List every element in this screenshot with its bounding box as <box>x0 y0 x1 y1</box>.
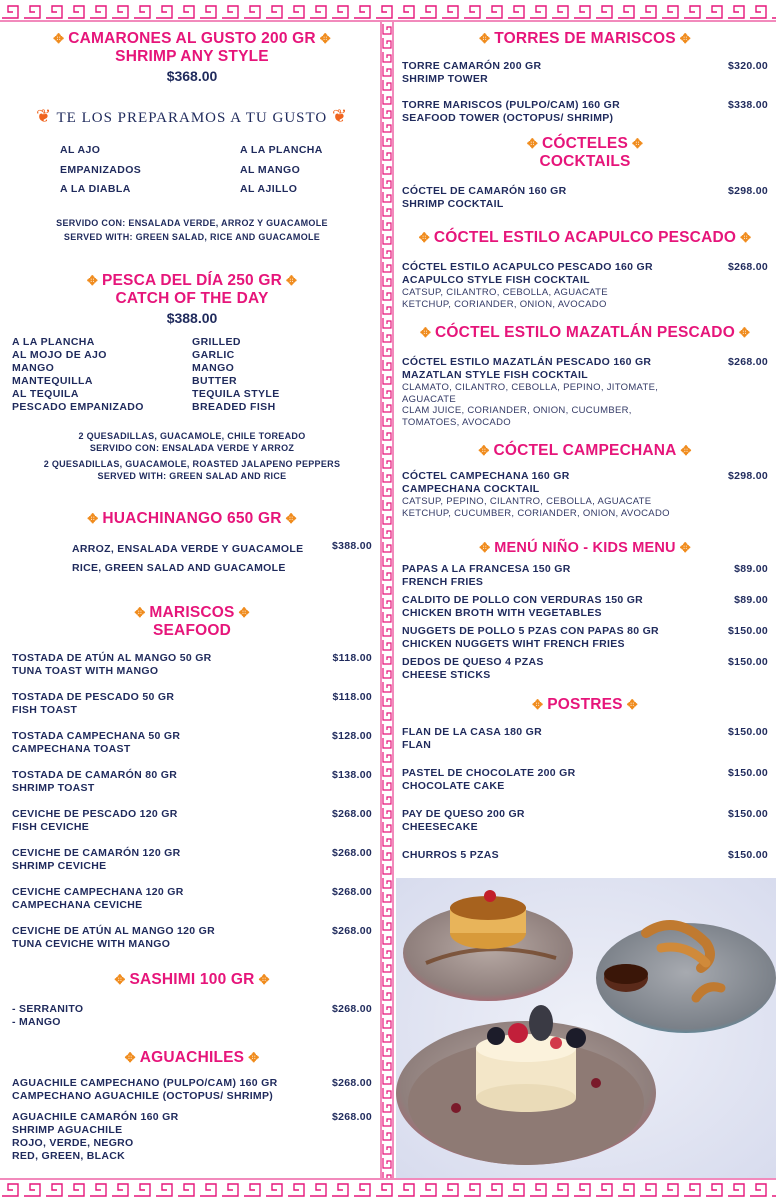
menu-item: PASTEL DE CHOCOLATE 200 GR CHOCOLATE CAKE $150.00 <box>402 767 768 792</box>
pesca-title: ✥ PESCA DEL DÍA 250 GR ✥ <box>86 271 298 289</box>
menu-item: NUGGETS DE POLLO 5 PZAS CON PAPAS 80 GR CHICKEN NUGGETS WIHT FRENCH FRIES $150.00 <box>402 625 768 650</box>
torres-list <box>402 60 768 125</box>
torres-title: ✥ TORRES DE MARISCOS ✥ <box>479 30 691 47</box>
right-column <box>394 22 776 1178</box>
sashimi-item: - SERRANITO - MANGO $268.00 <box>12 1002 372 1028</box>
gusto-option: AL AJO <box>60 144 101 156</box>
pesca-subtitle: CATCH OF THE DAY <box>115 289 269 307</box>
menu-item: CHURROS 5 PZAS $150.00 <box>402 849 768 861</box>
camarones-price: $368.00 <box>166 68 218 84</box>
gusto-option: AL AJILLO <box>240 183 298 195</box>
fleur-ornament-icon: ✥ <box>87 510 99 526</box>
fleur-ornament-icon: ✥ <box>86 272 98 288</box>
gusto-option: AL MANGO <box>240 163 301 176</box>
cocteles-title: ✥ CÓCTELES ✥ <box>526 135 644 152</box>
pesca-price: $388.00 <box>166 309 218 326</box>
fleur-ornament-icon: ✥ <box>679 540 691 555</box>
gusto-option: A LA PLANCHA <box>240 144 323 156</box>
menu-item: CALDITO DE POLLO CON VERDURAS 150 GR CHICKEN BROTH WITH VEGETABLES $89.00 <box>402 594 768 619</box>
swirl-ornament-icon: ❦ <box>35 106 53 126</box>
gusto-option: EMPANIZADOS <box>60 163 142 176</box>
fleur-ornament-icon: ✥ <box>526 136 538 151</box>
swirl-ornament-icon: ❦ <box>331 106 349 126</box>
menu-item: CÓCTEL DE CAMARÓN 160 GR SHRIMP COCKTAIL $298.00 <box>402 185 768 210</box>
fleur-ornament-icon: ✥ <box>679 31 691 46</box>
fleur-ornament-icon: ✥ <box>626 697 638 712</box>
mariscos-subtitle: SEAFOOD <box>152 621 232 639</box>
postres-list <box>402 726 768 862</box>
left-column <box>0 22 382 1178</box>
pesca-note-en: 2 QUESADILLAS, GUACAMOLE, ROASTED JALAPENO PEPPERS SERVED WITH: GREEN SALAD AND RICE <box>43 458 341 481</box>
huachinango-title: ✥ HUACHINANGO 650 GR ✥ <box>87 509 297 527</box>
menu-item: TORRE CAMARÓN 200 GR SHRIMP TOWER $320.00 <box>402 60 768 85</box>
menu-item: PAY DE QUESO 200 GR CHEESECAKE $150.00 <box>402 808 768 833</box>
camarones-title: ✥ CAMARONES AL GUSTO 200 GR ✥ <box>53 30 331 47</box>
fleur-ornament-icon: ✥ <box>740 230 752 245</box>
menu-item: TOSTADA DE PESCADO 50 GR FISH TOAST $118.00 <box>12 690 372 716</box>
top-border-pattern <box>0 0 776 22</box>
kids-title: ✥ MENÚ NIÑO - KIDS MENU ✥ <box>479 540 691 556</box>
gusto-options <box>60 141 372 200</box>
sashimi-title: ✥ SASHIMI 100 GR ✥ <box>114 970 270 988</box>
menu-item: CÓCTEL ESTILO MAZATLÁN PESCADO 160 GR MAZATLAN STYLE FISH COCKTAIL CLAMATO, CILANTRO, CEBOLLA, PEPINO, JITOMATE, AGUACATE CLAM JUICE, CORIANDER, ONION, CUCUMBER, TOMATOES, AVOCADO $268.00 <box>402 356 768 428</box>
menu-item: TOSTADA DE ATÚN AL MANGO 50 GR TUNA TOAST WITH MANGO $118.00 <box>12 651 372 677</box>
fleur-ornament-icon: ✥ <box>124 1049 136 1065</box>
menu-item: CEVICHE CAMPECHANA 120 GR CAMPECHANA CEVICHE $268.00 <box>12 885 372 911</box>
campechana-title: ✥ CÓCTEL CAMPECHANA ✥ <box>478 442 692 459</box>
fleur-ornament-icon: ✥ <box>134 604 146 620</box>
huachinango-item: ARROZ, ENSALADA VERDE Y GUACAMOLE RICE, GREEN SALAD AND GUACAMOLE $388.00 <box>72 539 372 574</box>
fleur-ornament-icon: ✥ <box>478 443 490 458</box>
fleur-ornament-icon: ✥ <box>248 1049 260 1065</box>
gusto-title: ❦ TE LOS PREPARAMOS A TU GUSTO ❦ <box>35 106 349 126</box>
desserts-photo <box>396 878 776 1178</box>
fleur-ornament-icon: ✥ <box>285 510 297 526</box>
fleur-ornament-icon: ✥ <box>114 971 126 987</box>
fleur-ornament-icon: ✥ <box>286 272 298 288</box>
menu-item: TORRE MARISCOS (PULPO/CAM) 160 GR SEAFOOD TOWER (OCTOPUS/ SHRIMP) $338.00 <box>402 99 768 124</box>
fleur-ornament-icon: ✥ <box>532 697 544 712</box>
menu-item: AGUACHILE CAMPECHANO (PULPO/CAM) 160 GR CAMPECHANO AGUACHILE (OCTOPUS/ SHRIMP) $268.00 <box>12 1076 372 1102</box>
aguachiles-list <box>12 1077 372 1163</box>
menu-item: AGUACHILE CAMARÓN 160 GR SHRIMP AGUACHILE ROJO, VERDE, NEGRO RED, GREEN, BLACK $268.00 <box>12 1110 372 1162</box>
served-note: SERVIDO CON: ENSALADA VERDE, ARROZ Y GUACAMOLE SERVED WITH: GREEN SALAD, RICE AND GUACAMOLE <box>56 217 328 242</box>
fleur-ornament-icon: ✥ <box>238 604 250 620</box>
mazatlan-title: ✥ CÓCTEL ESTILO MAZATLÁN PESCADO ✥ <box>419 324 751 341</box>
mariscos-title: ✥ MARISCOS ✥ <box>134 603 250 621</box>
menu-item: FLAN DE LA CASA 180 GR FLAN $150.00 <box>402 726 768 751</box>
fleur-ornament-icon: ✥ <box>258 971 270 987</box>
fleur-ornament-icon: ✥ <box>53 31 65 46</box>
pesca-note-es: 2 QUESADILLAS, GUACAMOLE, CHILE TOREADO SERVIDO CON: ENSALADA VERDE Y ARROZ <box>78 430 306 453</box>
fleur-ornament-icon: ✥ <box>738 325 751 340</box>
fleur-ornament-icon: ✥ <box>418 230 430 245</box>
fleur-ornament-icon: ✥ <box>680 443 692 458</box>
menu-item: TOSTADA DE CAMARÓN 80 GR SHRIMP TOAST $138.00 <box>12 768 372 794</box>
menu-item: CÓCTEL ESTILO ACAPULCO PESCADO 160 GR ACAPULCO STYLE FISH COCKTAIL CATSUP, CILANTRO, CEBOLLA, AGUACATE KETCHUP, CORIANDER, ONION, AVOCADO $268.00 <box>402 261 768 310</box>
gusto-option: A LA DIABLA <box>60 183 131 195</box>
camarones-subtitle: SHRIMP ANY STYLE <box>115 48 269 65</box>
menu-item: PAPAS A LA FRANCESA 150 GR FRENCH FRIES $89.00 <box>402 563 768 588</box>
fleur-ornament-icon: ✥ <box>479 540 491 555</box>
menu-item: TOSTADA CAMPECHANA 50 GR CAMPECHANA TOAST $128.00 <box>12 729 372 755</box>
fleur-ornament-icon: ✥ <box>632 136 644 151</box>
mariscos-list <box>12 652 372 951</box>
menu-item: DEDOS DE QUESO 4 PZAS CHEESE STICKS $150.00 <box>402 656 768 681</box>
menu-item: CEVICHE DE ATÚN AL MANGO 120 GR TUNA CEVICHE WITH MANGO $268.00 <box>12 924 372 950</box>
bottom-border-pattern <box>0 1178 776 1200</box>
fleur-ornament-icon: ✥ <box>319 31 331 46</box>
acapulco-title: ✥ CÓCTEL ESTILO ACAPULCO PESCADO ✥ <box>418 229 752 246</box>
aguachiles-title: ✥ AGUACHILES ✥ <box>124 1048 260 1066</box>
fleur-ornament-icon: ✥ <box>479 31 491 46</box>
postres-title: ✥ POSTRES ✥ <box>532 696 638 713</box>
menu-item: CEVICHE DE PESCADO 120 GR FISH CEVICHE $268.00 <box>12 807 372 833</box>
pesca-styles: A LA PLANCHA GRILLED AL MOJO DE AJO GARLIC MANGO MANGO MANTEQUILLA BUTTER AL TEQUILA TEQUILA STYLE PESCADO EMPANIZADO BREADED FISH <box>12 335 280 413</box>
cocteles-subtitle: COCKTAILS <box>539 153 631 170</box>
kids-list <box>402 563 768 682</box>
menu-item: CÓCTEL CAMPECHANA 160 GR CAMPECHANA COCKTAIL CATSUP, PEPINO, CILANTRO, CEBOLLA, AGUACATE KETCHUP, CUCUMBER, CORIANDER, ONION, AVOCADO $298.00 <box>402 470 768 519</box>
fleur-ornament-icon: ✥ <box>419 325 432 340</box>
menu-item: CEVICHE DE CAMARÓN 120 GR SHRIMP CEVICHE $268.00 <box>12 846 372 872</box>
